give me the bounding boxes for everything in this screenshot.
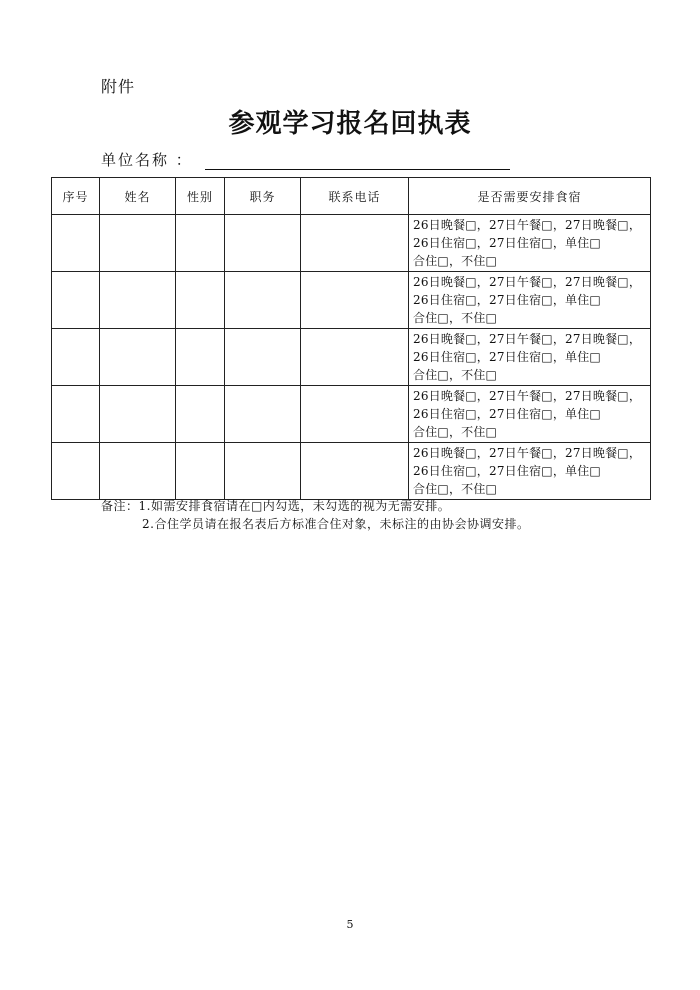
lodging-options-line: 26日住宿□，27日住宿□，单住□	[413, 350, 601, 364]
meals-lodging-cell[interactable]	[409, 386, 651, 443]
table-row	[52, 329, 651, 386]
lodging-options-line: 26日住宿□，27日住宿□，单住□	[413, 464, 601, 478]
unit-name-input-line[interactable]	[205, 153, 510, 170]
meal-options-line: 26日晚餐□，27日午餐□，27日晚餐□，	[413, 218, 642, 232]
position-cell[interactable]	[225, 272, 301, 329]
gender-cell[interactable]	[176, 272, 225, 329]
name-cell[interactable]	[100, 329, 176, 386]
name-cell[interactable]	[100, 386, 176, 443]
room-options-line: 合住□，不住□	[413, 368, 498, 382]
phone-cell[interactable]	[301, 443, 409, 500]
gender-cell[interactable]	[176, 215, 225, 272]
lodging-options-line: 26日住宿□，27日住宿□，单住□	[413, 236, 601, 250]
note-line-1: 备注：1.如需安排食宿请在□内勾选，未勾选的视为无需安排。	[101, 499, 451, 513]
phone-cell[interactable]	[301, 329, 409, 386]
phone-cell[interactable]	[301, 272, 409, 329]
table-row	[52, 215, 651, 272]
meals-lodging-cell[interactable]	[409, 272, 651, 329]
name-cell[interactable]	[100, 215, 176, 272]
page-title: 参观学习报名回执表	[228, 109, 472, 139]
meals-lodging-cell[interactable]	[409, 443, 651, 500]
table-row	[52, 386, 651, 443]
position-cell[interactable]	[225, 329, 301, 386]
meal-options-line: 26日晚餐□，27日午餐□，27日晚餐□，	[413, 446, 642, 460]
name-cell[interactable]	[100, 443, 176, 500]
table-header-row	[52, 178, 651, 215]
table-row	[52, 272, 651, 329]
column-header-name: 姓名	[100, 178, 176, 215]
meal-options-line: 26日晚餐□，27日午餐□，27日晚餐□，	[413, 389, 642, 403]
gender-cell[interactable]	[176, 329, 225, 386]
note-line-2: 2.合住学员请在报名表后方标准合住对象，未标注的由协会协调安排。	[142, 517, 530, 531]
column-header-meals-lodging: 是否需要安排食宿	[409, 178, 651, 215]
table-row	[52, 443, 651, 500]
meal-options-line: 26日晚餐□，27日午餐□，27日晚餐□，	[413, 275, 642, 289]
room-options-line: 合住□，不住□	[413, 254, 498, 268]
gender-cell[interactable]	[176, 386, 225, 443]
index-cell[interactable]	[52, 272, 100, 329]
position-cell[interactable]	[225, 386, 301, 443]
notes-section	[101, 497, 529, 533]
meals-lodging-cell[interactable]	[409, 215, 651, 272]
room-options-line: 合住□，不住□	[413, 311, 498, 325]
phone-cell[interactable]	[301, 215, 409, 272]
index-cell[interactable]	[52, 443, 100, 500]
meals-lodging-cell[interactable]	[409, 329, 651, 386]
attachment-label: 附件	[101, 77, 136, 96]
position-cell[interactable]	[225, 443, 301, 500]
index-cell[interactable]	[52, 215, 100, 272]
unit-name-label: 单位名称 ：	[101, 151, 193, 169]
room-options-line: 合住□，不住□	[413, 482, 498, 496]
registration-table	[51, 177, 651, 500]
page-number: 5	[346, 918, 354, 931]
column-header-phone: 联系电话	[301, 178, 409, 215]
column-header-position: 职务	[225, 178, 301, 215]
lodging-options-line: 26日住宿□，27日住宿□，单住□	[413, 293, 601, 307]
position-cell[interactable]	[225, 215, 301, 272]
gender-cell[interactable]	[176, 443, 225, 500]
unit-name-row	[101, 149, 510, 170]
column-header-gender: 性别	[176, 178, 225, 215]
column-header-index: 序号	[52, 178, 100, 215]
index-cell[interactable]	[52, 386, 100, 443]
phone-cell[interactable]	[301, 386, 409, 443]
lodging-options-line: 26日住宿□，27日住宿□，单住□	[413, 407, 601, 421]
meal-options-line: 26日晚餐□，27日午餐□，27日晚餐□，	[413, 332, 642, 346]
room-options-line: 合住□，不住□	[413, 425, 498, 439]
name-cell[interactable]	[100, 272, 176, 329]
index-cell[interactable]	[52, 329, 100, 386]
